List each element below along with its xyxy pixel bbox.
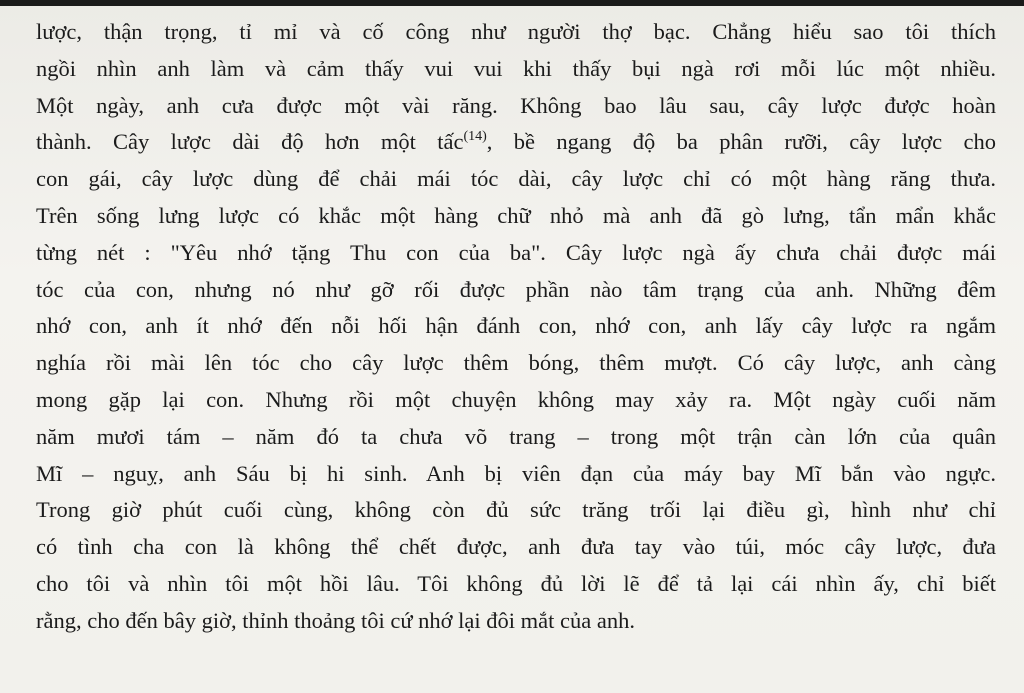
text-line-1: lược, thận trọng, tỉ mỉ và cố công như người thợ bạc. Chẳng hiểu sao tôi thích [36,19,996,44]
text-line-17: rằng, cho đến bây giờ, thỉnh thoảng tôi cứ nhớ lại đôi mắt của anh. [36,607,635,633]
text-line-4-before: thành. Cây lược dài độ hơn một tấc [36,129,464,155]
text-line-9: nhớ con, anh ít nhớ đến nỗi hối hận đánh con, nhớ con, anh lấy cây lược ra ngắm [36,313,996,339]
page-top-edge [0,0,1024,6]
text-line-3: Một ngày, anh cưa được một vài răng. Không bao lâu sau, cây lược được hoàn [36,92,996,118]
text-line-6: Trên sống lưng lược có khắc một hàng chữ nhỏ mà anh đã gò lưng, tẩn mẩn khắc [36,202,996,228]
text-line-8: tóc của con, nhưng nó như gỡ rối được phần nào tâm trạng của anh. Những đêm [36,276,996,302]
text-line-11: mong gặp lại con. Nhưng rồi một chuyện không may xảy ra. Một ngày cuối năm [36,386,996,412]
text-line-13: Mĩ – nguỵ, anh Sáu bị hi sinh. Anh bị viên đạn của máy bay Mĩ bắn vào ngực. [36,460,996,486]
text-line-14: Trong giờ phút cuối cùng, không còn đủ sức trăng trối lại điều gì, hình như chỉ [36,497,996,523]
footnote-marker: (14) [463,129,487,145]
text-line-2: ngồi nhìn anh làm và cảm thấy vui vui khi thấy bụi ngà rơi mỗi lúc một nhiều. [36,55,996,81]
text-line-4 [36,124,996,161]
text-line-12: năm mươi tám – năm đó ta chưa võ trang – trong một trận càn lớn của quân [36,423,996,449]
text-line-4-after: , bề ngang độ ba phân rưỡi, cây lược cho [486,129,996,155]
text-line-5: con gái, cây lược dùng để chải mái tóc dài, cây lược chỉ có một hàng răng thưa. [36,166,996,192]
text-line-10: nghía rồi mài lên tóc cho cây lược thêm bóng, thêm mượt. Có cây lược, anh càng [36,350,996,376]
text-line-15: có tình cha con là không thể chết được, anh đưa tay vào túi, móc cây lược, đưa [36,534,996,560]
text-line-7: từng nét : "Yêu nhớ tặng Thu con của ba". Cây lược ngà ấy chưa chải được mái [36,239,996,265]
story-paragraph [36,14,996,640]
text-line-16: cho tôi và nhìn tôi một hồi lâu. Tôi không đủ lời lẽ để tả lại cái nhìn ấy, chỉ biết [36,570,996,596]
